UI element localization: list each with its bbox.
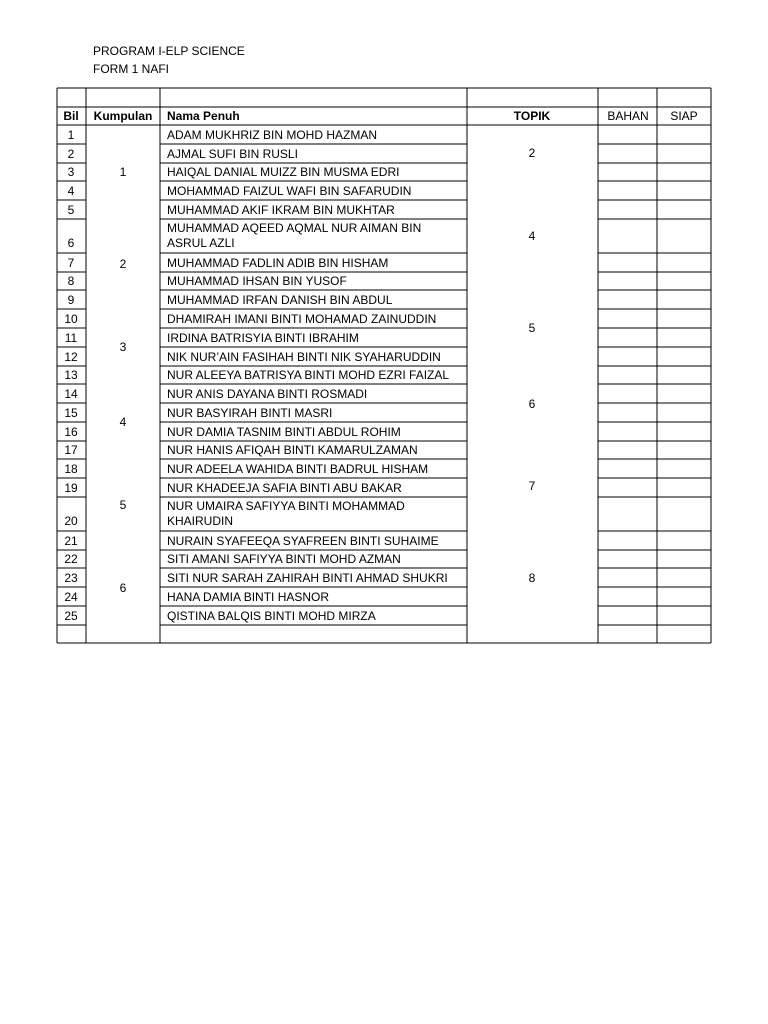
- row-bil: 20: [64, 514, 78, 528]
- row-bil: 22: [64, 552, 78, 566]
- row-nama: AJMAL SUFI BIN RUSLI: [167, 146, 298, 161]
- group-kumpulan: 2: [119, 257, 127, 271]
- row-bil: 4: [67, 183, 75, 198]
- row-bil: 8: [67, 274, 75, 288]
- row-nama: SITI AMANI SAFIYYA BINTI MOHD AZMAN: [167, 552, 401, 566]
- row-bil: 24: [64, 589, 78, 604]
- row-bil: 6: [67, 236, 75, 250]
- row-bil: 18: [64, 461, 78, 476]
- row-nama: MUHAMMAD IRFAN DANISH BIN ABDUL: [167, 292, 393, 307]
- row-bil: 15: [64, 405, 78, 420]
- row-nama: NUR ALEEYA BATRISYA BINTI MOHD EZRI FAIZAL: [167, 368, 450, 382]
- row-nama: IRDINA BATRISYIA BINTI IBRAHIM: [167, 330, 359, 345]
- row-bil: 12: [64, 349, 78, 364]
- row-bil: 13: [64, 368, 78, 382]
- group-topik: 7: [528, 479, 536, 493]
- row-nama: MOHAMMAD FAIZUL WAFI BIN SAFARUDIN: [167, 183, 412, 198]
- row-bil: 21: [64, 533, 78, 548]
- row-bil: 14: [64, 386, 78, 401]
- row-bil: 10: [64, 311, 78, 326]
- row-nama: NUR BASYIRAH BINTI MASRI: [167, 405, 333, 420]
- row-bil: 23: [64, 570, 78, 585]
- group-kumpulan: 4: [119, 414, 127, 429]
- row-bil: 3: [67, 165, 75, 179]
- row-bil: 7: [67, 255, 75, 270]
- group-kumpulan: 6: [119, 580, 127, 595]
- row-nama: HAIQAL DANIAL MUIZZ BIN MUSMA EDRI: [167, 165, 400, 179]
- document-title: PROGRAM I-ELP SCIENCE: [93, 44, 245, 58]
- row-nama: MUHAMMAD FADLIN ADIB BIN HISHAM: [167, 255, 389, 270]
- row-nama: SITI NUR SARAH ZAHIRAH BINTI AHMAD SHUKRI: [167, 570, 448, 585]
- group-topik: 2: [528, 146, 536, 160]
- row-nama: NUR ADEELA WAHIDA BINTI BADRUL HISHAM: [167, 461, 429, 476]
- row-nama: NIK NUR’AIN FASIHAH BINTI NIK SYAHARUDDIN: [167, 349, 441, 364]
- col-header-bahan: BAHAN: [607, 109, 649, 123]
- row-nama: NUR UMAIRA SAFIYYA BINTI MOHAMMAD KHAIRUDIN: [167, 499, 405, 528]
- group-topik: 5: [528, 321, 536, 335]
- row-nama: HANA DAMIA BINTI HASNOR: [167, 589, 330, 604]
- row-nama: NUR HANIS AFIQAH BINTI KAMARULZAMAN: [167, 443, 418, 457]
- col-header-nama: Nama Penuh: [167, 109, 240, 123]
- row-bil: 25: [64, 608, 78, 623]
- row-nama: MUHAMMAD AKIF IKRAM BIN MUKHTAR: [167, 202, 395, 217]
- row-nama: DHAMIRAH IMANI BINTI MOHAMAD ZAINUDDIN: [167, 311, 437, 326]
- row-bil: 2: [67, 146, 75, 161]
- col-header-bil: Bil: [63, 109, 79, 123]
- group-kumpulan: 1: [119, 165, 127, 179]
- group-topik: 6: [528, 396, 536, 411]
- group-kumpulan: 5: [119, 497, 127, 512]
- row-bil: 17: [64, 443, 78, 457]
- row-nama: ADAM MUKHRIZ BIN MOHD HAZMAN: [167, 127, 377, 142]
- row-nama: QISTINA BALQIS BINTI MOHD MIRZA: [167, 608, 376, 623]
- row-bil: 16: [64, 424, 78, 439]
- row-bil: 11: [64, 330, 78, 345]
- col-header-kumpulan: Kumpulan: [93, 109, 153, 123]
- row-nama: NUR ANIS DAYANA BINTI ROSMADI: [167, 386, 368, 401]
- row-nama: MUHAMMAD IHSAN BIN YUSOF: [167, 274, 347, 288]
- document-subtitle: FORM 1 NAFI: [93, 62, 170, 76]
- row-nama: NUR KHADEEJA SAFIA BINTI ABU BAKAR: [167, 480, 402, 495]
- row-bil: 9: [67, 292, 75, 307]
- row-nama: MUHAMMAD AQEED AQMAL NUR AIMAN BIN ASRUL AZLI: [167, 221, 422, 250]
- group-topik: 4: [528, 228, 536, 243]
- row-nama: NURAIN SYAFEEQA SYAFREEN BINTI SUHAIME: [167, 533, 439, 548]
- group-kumpulan: 3: [119, 339, 127, 354]
- row-bil: 19: [64, 480, 78, 495]
- col-header-siap: SIAP: [670, 109, 698, 123]
- group-topik: 8: [528, 571, 536, 585]
- row-nama: NUR DAMIA TASNIM BINTI ABDUL ROHIM: [167, 424, 401, 439]
- row-bil: 1: [67, 127, 75, 142]
- row-bil: 5: [67, 202, 75, 217]
- col-header-topik: TOPIK: [513, 109, 551, 123]
